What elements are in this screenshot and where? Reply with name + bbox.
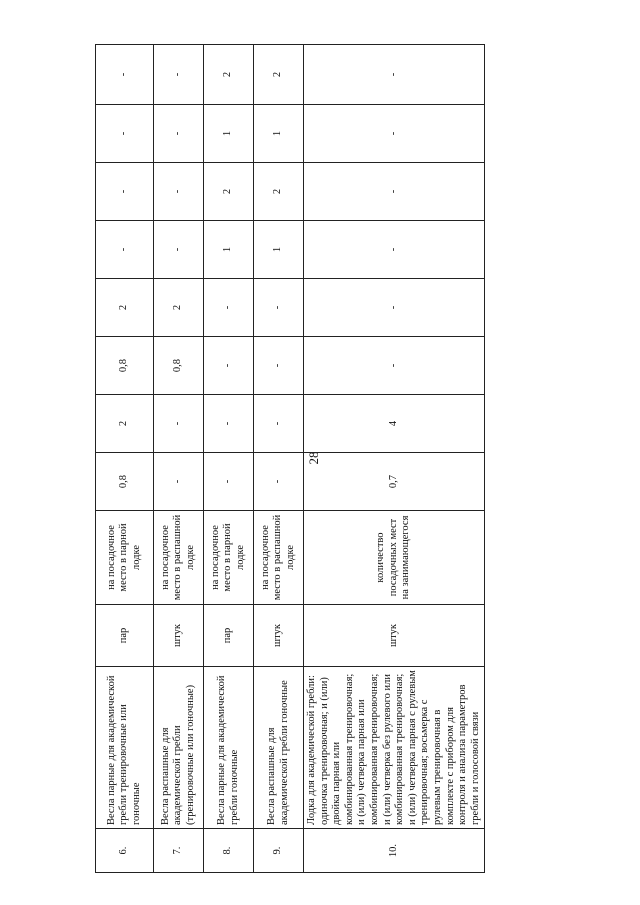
item-name: Лодка для академической гребли: одиночка тренировочная; и (или) двойка парная или комбинированная тренировочная; и (или) четверка парная или комбинированная тренировочная; и (или) четверка без рулевого или комбинированная тренировочная; и (или) четверка парная с рулевым тренировочная; восьмерка с рулевым тренировочная в комплекте с прибором для контроля и анализа параметров гребли и голосовой связи (304, 667, 485, 829)
table-row (304, 45, 485, 873)
value-cell: - (304, 105, 485, 163)
row-number: 6. (96, 829, 154, 873)
value-cell: 2 (96, 279, 154, 337)
value-cell: 4 (304, 395, 485, 453)
equipment-table (95, 44, 485, 873)
value-cell: 1 (204, 105, 254, 163)
unit-cell: пар (204, 605, 254, 667)
item-name: Весла парные для академической гребли гоночные (204, 667, 254, 829)
value-cell: - (96, 221, 154, 279)
value-cell: - (96, 163, 154, 221)
page-number: 28 (306, 451, 321, 465)
value-cell: - (304, 163, 485, 221)
value-cell: 2 (154, 279, 204, 337)
row-number: 8. (204, 829, 254, 873)
unit-cell: штук (254, 605, 304, 667)
item-name: Весла распашные для академической гребли (тренировочные или гоночные) (154, 667, 204, 829)
basis-cell: на посадочное место в парной лодке (96, 511, 154, 605)
basis-cell: на посадочное место в парной лодке (204, 511, 254, 605)
table-row (154, 45, 204, 873)
value-cell: - (304, 221, 485, 279)
value-cell: - (304, 45, 485, 105)
row-number: 7. (154, 829, 204, 873)
value-cell: - (204, 279, 254, 337)
value-cell: - (304, 337, 485, 395)
unit-cell: пар (96, 605, 154, 667)
value-cell: - (154, 163, 204, 221)
value-cell: - (154, 45, 204, 105)
basis-cell: количество посадочных мест на занимающегося (304, 511, 485, 605)
item-name: Весла распашные для академической гребли гоночные (254, 667, 304, 829)
value-cell: 0,7 (304, 453, 485, 511)
value-cell: 2 (96, 395, 154, 453)
value-cell: 1 (254, 221, 304, 279)
value-cell: - (96, 105, 154, 163)
value-cell: 2 (254, 163, 304, 221)
value-cell: - (96, 45, 154, 105)
item-name: Весла парные для академической гребли тренировочные или гоночные (96, 667, 154, 829)
value-cell: 0,8 (96, 337, 154, 395)
value-cell: - (254, 395, 304, 453)
value-cell: - (304, 279, 485, 337)
value-cell: 1 (204, 221, 254, 279)
value-cell: - (154, 105, 204, 163)
value-cell: - (204, 395, 254, 453)
basis-cell: на посадочное место в распашной лодке (254, 511, 304, 605)
row-number: 9. (254, 829, 304, 873)
table-row (96, 45, 154, 873)
value-cell: - (254, 453, 304, 511)
unit-cell: штук (154, 605, 204, 667)
value-cell: - (254, 337, 304, 395)
table-row (204, 45, 254, 873)
value-cell: 2 (254, 45, 304, 105)
value-cell: - (204, 337, 254, 395)
value-cell: 0,8 (96, 453, 154, 511)
value-cell: - (154, 221, 204, 279)
basis-cell: на посадочное место в распашной лодке (154, 511, 204, 605)
value-cell: 1 (254, 105, 304, 163)
value-cell: 2 (204, 163, 254, 221)
rotated-table-area (95, 45, 481, 873)
table-row (254, 45, 304, 873)
value-cell: - (154, 453, 204, 511)
value-cell: - (254, 279, 304, 337)
unit-cell: штук (304, 605, 485, 667)
row-number: 10. (304, 829, 485, 873)
value-cell: 0,8 (154, 337, 204, 395)
value-cell: - (204, 453, 254, 511)
value-cell: - (154, 395, 204, 453)
value-cell: 2 (204, 45, 254, 105)
